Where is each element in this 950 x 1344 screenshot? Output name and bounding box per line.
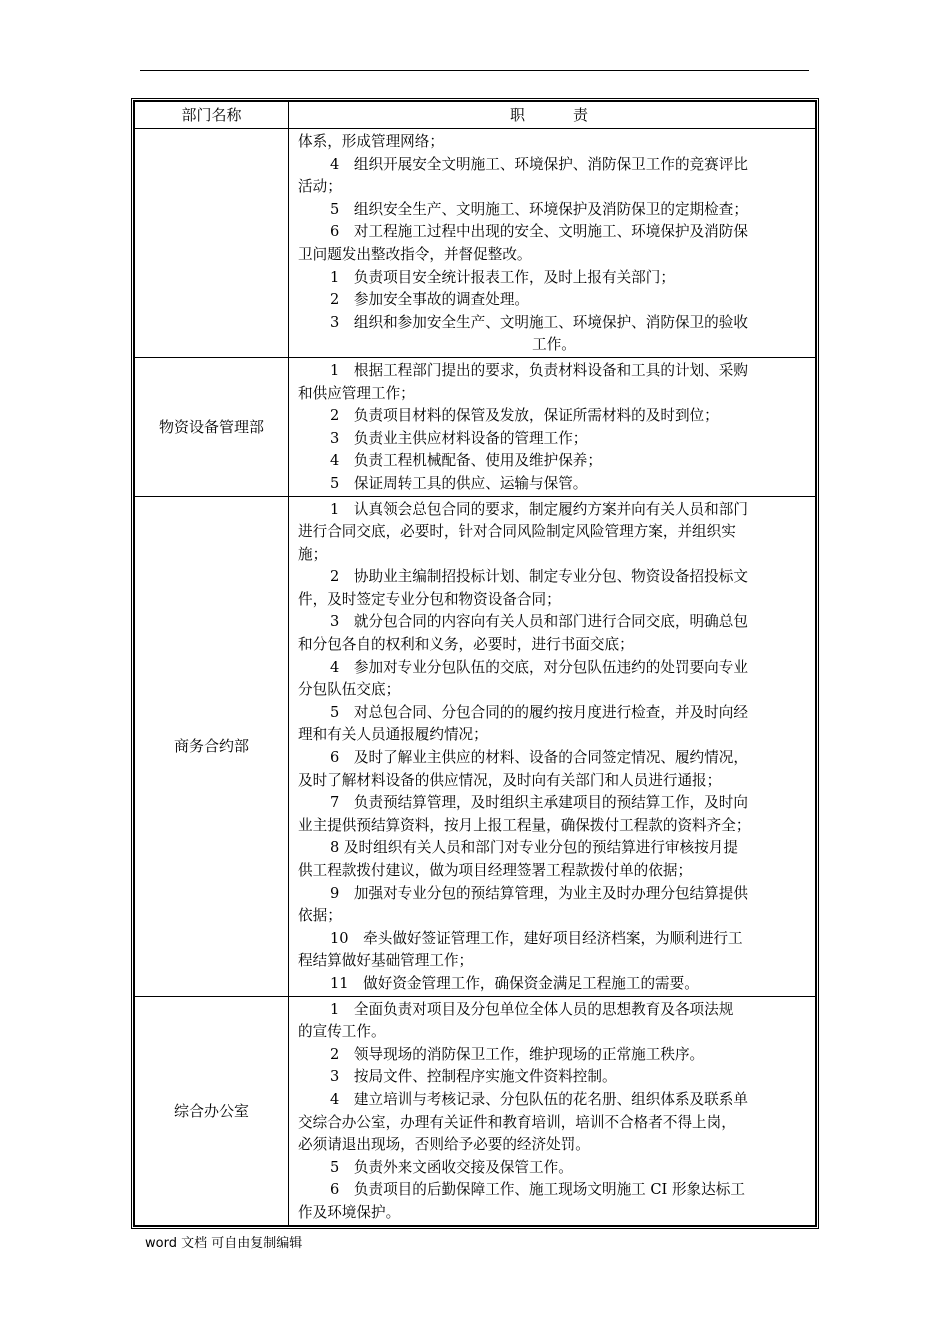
duty-line: 4 组织开展安全文明施工、环境保护、消防保卫工作的竞赛评比 — [330, 155, 748, 173]
duty-line: 1 根据工程部门提出的要求，负责材料设备和工具的计划、采购 — [330, 361, 748, 379]
duty-line: 1 负责项目安全统计报表工作，及时上报有关部门； — [330, 268, 675, 286]
table-row — [135, 496, 816, 996]
duty-line: 3 按局文件、控制程序实施文件资料控制。 — [330, 1068, 617, 1086]
duty-line: 5 负责外来文函收交接及保管工作。 — [330, 1158, 573, 1176]
duty-line: 6 及时了解业主供应的材料、设备的合同签定情况、履约情况， — [330, 749, 748, 767]
duty-line: 供工程款拨付建议，做为项目经理签署工程款拨付单的依据； — [298, 862, 693, 879]
duty-line: 依据； — [298, 907, 342, 925]
duty-line: 2 参加安全事故的调查处理。 — [330, 291, 530, 309]
duty-line: 的宣传工作。 — [298, 1023, 386, 1041]
duty-cell — [289, 996, 816, 1225]
duty-line: 5 组织安全生产、文明施工、环境保护及消防保卫的定期检查； — [330, 200, 748, 218]
duty-line: 体系，形成管理网络； — [298, 133, 444, 150]
duty-line: 分包队伍交底； — [298, 681, 401, 699]
duty-line: 2 协助业主编制招投标计划、制定专业分包、物资设备招投标文 — [330, 568, 748, 586]
duty-line: 5 保证周转工具的供应、运输与保管。 — [330, 474, 588, 492]
duty-line: 2 领导现场的消防保卫工作，维护现场的正常施工秩序。 — [330, 1045, 705, 1063]
duty-line: 11 做好资金管理工作，确保资金满足工程施工的需要。 — [330, 974, 699, 992]
duty-line: 7 负责预结算管理，及时组织主承建项目的预结算工作，及时向 — [330, 794, 748, 812]
duty-line: 4 建立培训与考核记录、分包队伍的花名册、组织体系及联系单 — [330, 1090, 748, 1108]
duty-line: 活动； — [298, 178, 342, 196]
duty-line: 8 及时组织有关人员和部门对专业分包的预结算进行审核按月提 — [330, 839, 738, 857]
dept-cell: 物资设备管理部 — [135, 357, 289, 496]
duty-line: 卫问题发出整改指令，并督促整改。 — [298, 245, 532, 263]
duty-line: 及时了解材料设备的供应情况，及时向有关部门和人员进行通报； — [298, 771, 722, 789]
duty-line: 必须请退出现场，否则给予必要的经济处罚。 — [298, 1136, 590, 1154]
header-rule — [140, 70, 809, 71]
duty-line: 业主提供预结算资料，按月上报工程量，确保拨付工程款的资料齐全； — [298, 816, 751, 834]
duty-table — [131, 98, 819, 1229]
header-duty: 职 责 — [289, 102, 816, 129]
duty-line: 理和有关人员通报履约情况； — [298, 726, 488, 744]
duty-line: 1 认真领会总包合同的要求，制定履约方案并向有关人员和部门 — [330, 500, 748, 518]
dept-cell: 商务合约部 — [135, 496, 289, 996]
duty-line: 交综合办公室，办理有关证件和教育培训，培训不合格者不得上岗， — [298, 1113, 736, 1131]
table-row — [135, 129, 816, 358]
duty-line: 1 全面负责对项目及分包单位全体人员的思想教育及各项法规 — [330, 1000, 734, 1018]
duty-line: 4 负责工程机械配备、使用及维护保养； — [330, 452, 602, 470]
duty-line: 件，及时签定专业分包和物资设备合同； — [298, 590, 561, 608]
duty-line: 和分包各自的权利和义务，必要时，进行书面交底； — [298, 636, 634, 654]
duty-line: 3 就分包合同的内容向有关人员和部门进行合同交底，明确总包 — [330, 613, 748, 631]
duty-cell — [289, 357, 816, 496]
duty-line: 进行合同交底，必要时，针对合同风险制定风险管理方案，并组织实 — [298, 523, 736, 541]
duty-cell — [289, 496, 816, 996]
duty-line: 5 对总包合同、分包合同的的履约按月度进行检查，并及时向经 — [330, 703, 748, 721]
duty-line: 6 负责项目的后勤保障工作、施工现场文明施工 CI 形象达标工 — [330, 1181, 745, 1199]
header-dept: 部门名称 — [135, 102, 289, 129]
table-row — [135, 357, 816, 496]
duty-line: 程结算做好基础管理工作； — [298, 952, 474, 970]
duty-line: 和供应管理工作； — [298, 384, 415, 402]
table-row — [135, 996, 816, 1225]
duty-line: 3 组织和参加安全生产、文明施工、环境保护、消防保卫的验收 — [330, 313, 748, 331]
duty-line: 9 加强对专业分包的预结算管理，为业主及时办理分包结算提供 — [330, 884, 748, 902]
duty-line: 施； — [298, 545, 328, 563]
table-header-row — [135, 102, 816, 129]
duty-line: 10 牵头做好签证管理工作，建好项目经济档案，为顺利进行工 — [330, 929, 743, 947]
dept-cell — [135, 129, 289, 358]
duty-line: 2 负责项目材料的保管及发放，保证所需材料的及时到位； — [330, 407, 719, 425]
duty-line: 3 负责业主供应材料设备的管理工作； — [330, 429, 588, 447]
duty-line: 4 参加对专业分包队伍的交底，对分包队伍违约的处罚要向专业 — [330, 658, 748, 676]
duty-line: 工作。 — [532, 336, 576, 354]
duty-line: 作及环境保护。 — [298, 1203, 401, 1221]
duty-cell — [289, 129, 816, 358]
duty-line: 6 对工程施工过程中出现的安全、文明施工、环境保护及消防保 — [330, 223, 748, 241]
footer-note: word 文档 可自由复制编辑 — [145, 1236, 303, 1251]
dept-cell: 综合办公室 — [135, 996, 289, 1225]
